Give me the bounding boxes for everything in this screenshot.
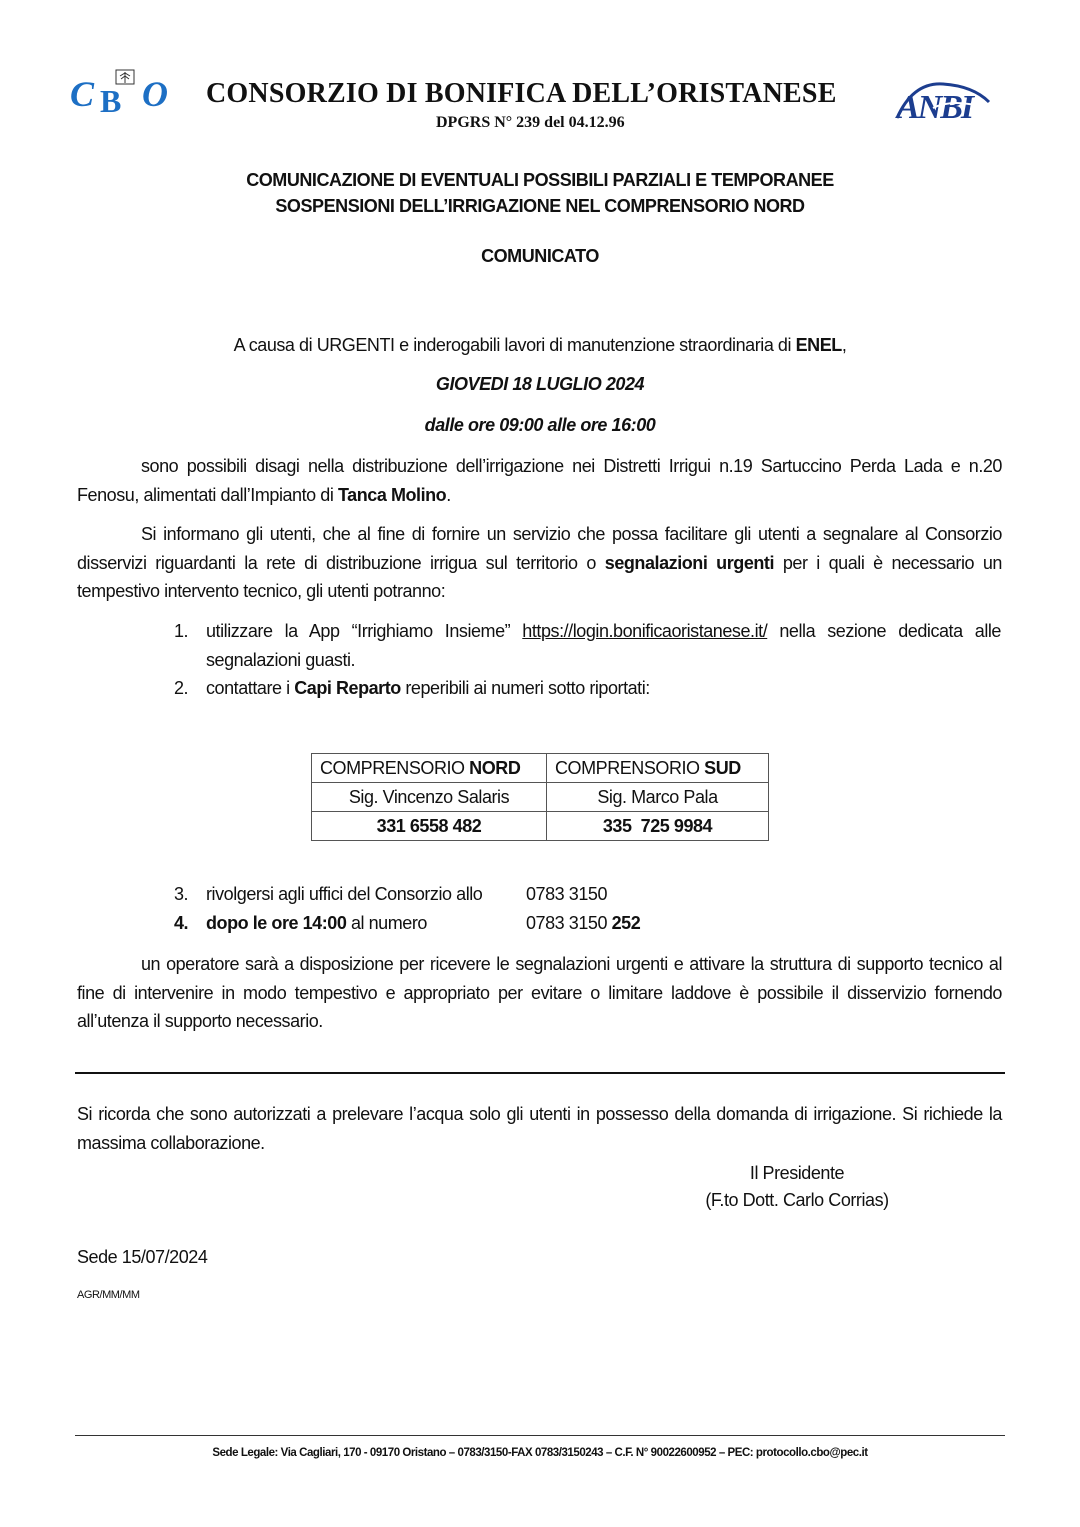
- place-date: Sede 15/07/2024: [77, 1247, 208, 1267]
- list-number-2: 2.: [174, 678, 189, 698]
- table-cell-nord-phone: 331 6558 482: [312, 812, 547, 841]
- intro-line: A causa di URGENTI e inderogabili lavori di manutenzione straordinaria di ENEL,: [233, 335, 847, 355]
- list-item-offices: rivolgersi agli uffici del Consorzio allo: [206, 884, 483, 904]
- footer-divider: [75, 1435, 1005, 1436]
- list-item-after-hours: dopo le ore 14:00 al numero: [206, 913, 427, 933]
- list-item-app: utilizzare la App “Irrighiamo Insieme” https://login.bonificaoristanese.it/ nella sezione dedicata alle segnalazioni guasti.: [206, 621, 1001, 670]
- signature-name: (F.to Dott. Carlo Corrias): [705, 1190, 889, 1210]
- svg-text:ANBI: ANBI: [897, 89, 973, 124]
- reminder-note: Si ricorda che sono autorizzati a prelevare l’acqua solo gli utenti in possesso della domanda di irrigazione. Si richiede la massima collaborazione.: [77, 1104, 1002, 1153]
- svg-text:B: B: [100, 83, 122, 116]
- paragraph-information: Si informano gli utenti, che al fine di fornire un servizio che possa facilitare gli utenti a segnalare al Consorzio disservizi riguardanti la rete di distribuzione irrigua sul territorio o segnalazioni urgenti per i quali è necessario un tempestivo intervento tecnico, gli utenti potranno:: [77, 524, 1002, 601]
- table-header-sud: COMPRENSORIO SUD: [547, 754, 769, 783]
- contacts-table: [311, 753, 769, 841]
- paragraph-disruption: sono possibili disagi nella distribuzione dell’irrigazione nei Distretti Irrigui n.19 Sartuccino Perda Lada e n.20 Fenosu, alimentati dall’Impianto di Tanca Molino.: [77, 456, 1002, 505]
- table-row: [312, 783, 769, 812]
- table-cell-nord-name: Sig. Vincenzo Salaris: [312, 783, 547, 812]
- table-cell-sud-name: Sig. Marco Pala: [547, 783, 769, 812]
- table-row: [312, 812, 769, 841]
- document-initials: AGR/MM/MM: [77, 1289, 140, 1301]
- list-number-4: 4.: [174, 913, 189, 933]
- capi-reparto-bold: Capi Reparto: [294, 678, 401, 698]
- offices-phone: 0783 3150: [526, 884, 608, 904]
- anbi-logo: [893, 78, 993, 124]
- organization-decree: DPGRS N° 239 del 04.12.96: [436, 114, 625, 131]
- enel-bold: ENEL: [795, 335, 842, 355]
- urgent-reports-bold: segnalazioni urgenti: [604, 552, 775, 573]
- heading-line-2: SOSPENSIONI DELL’IRRIGAZIONE NEL COMPRENSORIO NORD: [275, 196, 805, 216]
- time-line: dalle ore 09:00 alle ore 16:00: [424, 415, 656, 435]
- after-hours-phone: 0783 3150 252: [526, 913, 641, 933]
- heading-line-1: COMUNICAZIONE DI EVENTUALI POSSIBILI PARZIALI E TEMPORANEE: [246, 170, 834, 190]
- list-number-3: 3.: [174, 884, 189, 904]
- section-divider: [75, 1072, 1005, 1074]
- tanca-molino-bold: Tanca Molino: [337, 484, 447, 505]
- table-header-nord: COMPRENSORIO NORD: [312, 754, 547, 783]
- paragraph-operator: un operatore sarà a disposizione per ricevere le segnalazioni urgenti e attivare la struttura di supporto tecnico al fine di intervenire in modo tempestivo e appropriato per evitare o limitare laddove è possibile il disservizio fornendo all’utenza il supporto necessario.: [77, 954, 1002, 1031]
- signature-role: Il Presidente: [749, 1163, 845, 1183]
- list-item-contact: contattare i Capi Reparto reperibili ai numeri sotto riportati:: [206, 678, 650, 698]
- table-cell-sud-phone: 335 725 9984: [547, 812, 769, 841]
- comunicato-title: COMUNICATO: [481, 246, 599, 266]
- footer-legal: Sede Legale: Via Cagliari, 170 - 09170 Oristano – 0783/3150-FAX 0783/3150243 – C.F. N° 90022600952 – PEC: protocollo.cbo@pec.it: [212, 1447, 868, 1459]
- organization-title: CONSORZIO DI BONIFICA DELL’ORISTANESE: [206, 78, 837, 109]
- list-number-1: 1.: [174, 621, 189, 641]
- cbo-logo: [70, 68, 182, 116]
- svg-text:O: O: [142, 74, 168, 114]
- svg-text:C: C: [70, 74, 95, 114]
- date-line: GIOVEDI 18 LUGLIO 2024: [435, 374, 645, 394]
- app-link[interactable]: https://login.bonificaoristanese.it/: [522, 621, 768, 641]
- table-row: [312, 754, 769, 783]
